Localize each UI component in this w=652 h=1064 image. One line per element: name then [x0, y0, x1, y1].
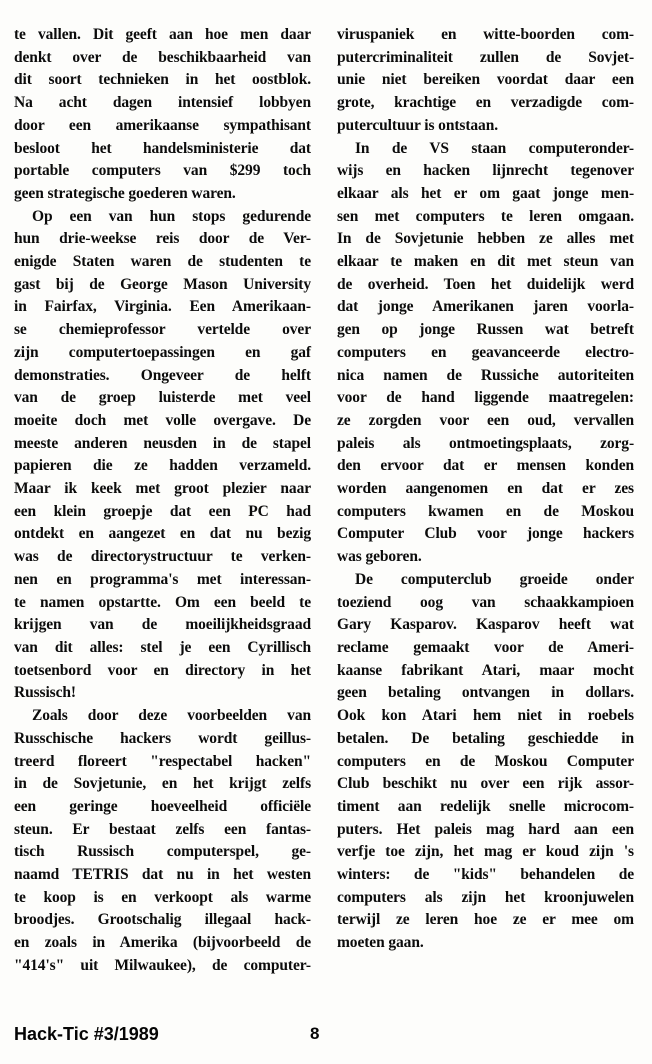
- text-line: Club beschikt nu over een rijk assor-: [337, 775, 634, 793]
- text-line: timent aan redelijk snelle microcom-: [337, 797, 634, 815]
- text-line: te vallen. Dit geeft aan hoe men daar: [14, 26, 311, 43]
- text-line: van de groep luisterde met veel: [14, 389, 311, 407]
- text-line: Maar ik keek met groot plezier naar: [14, 480, 311, 498]
- text-line: tisch Russisch computerspel, ge-: [14, 843, 311, 861]
- text-line: winters: de "kids" behandelen de: [337, 866, 634, 884]
- issue-label: Hack-Tic #3/1989: [14, 1024, 159, 1044]
- text-line: computers als zijn het kroonjuwelen: [337, 888, 634, 906]
- text-line: zijn computertoepassingen en gaf: [14, 343, 311, 361]
- text-line: Op een van hun stops gedurende: [32, 207, 311, 225]
- text-line: In de VS staan computeronder-: [355, 139, 634, 157]
- text-line: nica namen de Russiche autoriteiten: [337, 366, 634, 384]
- text-line: elkaar te maken en dit met steun van: [337, 253, 634, 271]
- text-line: ze zorgden voor een oud, vervallen: [337, 411, 634, 429]
- text-line: puters. Het paleis mag hard aan een: [337, 820, 634, 838]
- text-line: een geringe hoeveelheid officiële: [14, 797, 311, 815]
- text-line: was geboren.: [337, 548, 422, 566]
- text-line: computers en geavanceerde electro-: [337, 343, 634, 361]
- text-line: geen betaling ontvangen in dollars.: [337, 684, 634, 702]
- text-line: verfje toe zijn, het mag er koud zijn 's: [337, 843, 634, 861]
- text-line: putercultuur is ontstaan.: [337, 116, 498, 134]
- text-line: dat jonge Amerikanen jaren voorla-: [337, 298, 634, 316]
- text-line: betalen. De betaling geschiedde in: [337, 729, 634, 747]
- text-line: te namen opstartte. Om een beeld te: [14, 593, 311, 611]
- text-line: "414's" uit Milwaukee), de computer-: [14, 956, 311, 974]
- text-line: wijs en hacken lijnrecht tegenover: [337, 162, 634, 180]
- text-line: Computer Club voor jonge hackers: [337, 525, 634, 543]
- text-line: se chemieprofessor vertelde over: [14, 321, 311, 339]
- text-line: gast bij de George Mason University: [14, 275, 311, 293]
- text-line: Russisch!: [14, 684, 76, 702]
- page-footer: [14, 1024, 634, 1050]
- text-line: van dit alles: stel je een Cyrillisch: [14, 638, 311, 656]
- text-line: nen en programma's met interessan-: [14, 570, 311, 588]
- text-line: krijgen van de moeilijkheidsgraad: [14, 616, 311, 634]
- text-line: reclame gemaakt voor de Ameri-: [337, 638, 634, 656]
- text-line: Gary Kasparov. Kasparov heeft wat: [337, 616, 634, 634]
- text-line: dit soort technieken in het oostblok.: [14, 71, 311, 89]
- article-body: [14, 24, 634, 978]
- article-column-right: [337, 24, 634, 978]
- text-line: putercriminaliteit zullen de Sovjet-: [337, 48, 634, 66]
- text-line: hun drie-weekse reis door de Ver-: [14, 230, 311, 248]
- text-line: steun. Er bestaat zelfs een fantas-: [14, 820, 311, 838]
- text-line: Ook kon Atari hem niet in roebels: [337, 707, 634, 725]
- text-line: te koop is en verkoopt als warme: [14, 888, 311, 906]
- text-line: unie niet bereiken voordat daar een: [337, 71, 634, 89]
- text-line: terwijl ze leren hoe ze er mee om: [337, 911, 634, 929]
- text-line: computers en de Moskou Computer: [337, 752, 634, 770]
- text-line: een klein groepje dat een PC had: [14, 502, 311, 520]
- text-line: enigde Staten waren de studenten te: [14, 253, 311, 271]
- article-column-left: [14, 24, 311, 978]
- text-line: gen op jonge Russen wat betreft: [337, 321, 634, 339]
- text-line: voor de hand liggende maatregelen:: [337, 389, 634, 407]
- text-line: sen met computers te leren omgaan.: [337, 207, 634, 225]
- text-line: Na acht dagen intensief lobbyen: [14, 94, 311, 112]
- text-line: in de Sovjetunie, en het krijgt zelfs: [14, 775, 311, 793]
- text-line: grote, krachtige en verzadigde com-: [337, 94, 634, 112]
- text-line: demonstraties. Ongeveer de helft: [14, 366, 311, 384]
- text-line: de overheid. Toen het duidelijk werd: [337, 275, 634, 293]
- text-line: door een amerikaanse sympathisant: [14, 116, 311, 134]
- text-line: meeste anderen neusden in de stapel: [14, 434, 311, 452]
- text-line: denkt over de beschikbaarheid van: [14, 48, 311, 66]
- text-line: In de Sovjetunie hebben ze alles met: [337, 230, 634, 248]
- text-line: naamd TETRIS dat nu in het westen: [14, 866, 311, 884]
- text-line: kaanse fabrikant Atari, maar mocht: [337, 661, 634, 679]
- text-line: paleis als ontmoetingsplaats, zorg-: [337, 434, 634, 452]
- text-line: en zoals in Amerika (bijvoorbeeld de: [14, 934, 311, 952]
- text-line: in Fairfax, Virginia. Een Amerikaan-: [14, 298, 311, 316]
- text-line: geen strategische goederen waren.: [14, 184, 236, 202]
- text-line: portable computers van $299 toch: [14, 162, 311, 180]
- text-line: De computerclub groeide onder: [355, 570, 634, 588]
- text-line: viruspaniek en witte-boorden com-: [337, 26, 634, 43]
- text-line: moeite doch met volle overgave. De: [14, 411, 311, 429]
- text-line: papieren die ze hadden verzameld.: [14, 457, 311, 475]
- text-line: den ervoor dat er mensen konden: [337, 457, 634, 475]
- text-line: Zoals door deze voorbeelden van: [32, 707, 311, 725]
- text-line: computers kwamen en de Moskou: [337, 502, 634, 520]
- text-line: toeziend oog van schaakkampioen: [337, 593, 634, 611]
- text-line: broodjes. Grootschalig illegaal hack-: [14, 911, 311, 929]
- text-line: moeten gaan.: [337, 934, 424, 952]
- text-line: treerd floreert "respectabel hacken": [14, 752, 311, 770]
- text-line: worden aangenomen en dat er zes: [337, 480, 634, 498]
- page-number: 8: [310, 1024, 320, 1043]
- text-line: was de directorystructuur te verken-: [14, 548, 311, 566]
- text-line: toetsenbord voor en directory in het: [14, 661, 311, 679]
- text-line: Russchische hackers wordt geillus-: [14, 729, 311, 747]
- text-line: ontdekt en aangezet en dat nu bezig: [14, 525, 311, 543]
- text-line: besloot het handelsministerie dat: [14, 139, 311, 157]
- text-line: elkaar als het er om gaat jonge men-: [337, 184, 634, 202]
